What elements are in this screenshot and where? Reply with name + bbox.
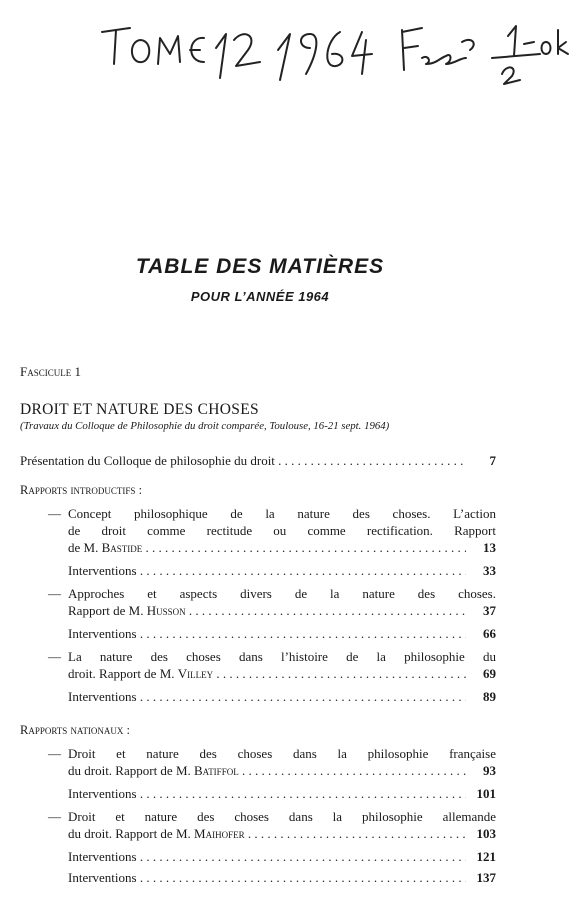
page-number: 103 bbox=[476, 826, 496, 841]
page-number: 13 bbox=[483, 540, 496, 555]
entry-line: de droit comme rectitude ou comme rectification. Rapport bbox=[68, 523, 496, 538]
author-name: Husson bbox=[146, 603, 186, 618]
page-number: 89 bbox=[483, 689, 496, 704]
entry-last-line: du droit. Rapport de M. Batiffol . . . 93 bbox=[68, 762, 496, 779]
page-number: 69 bbox=[483, 666, 496, 681]
toc-entry-bastide bbox=[48, 505, 496, 556]
entry-label: Présentation du Colloque de philosophie du droit . . . bbox=[20, 452, 466, 469]
toc-entry-villey bbox=[48, 648, 496, 682]
toc-entry-batiffol bbox=[48, 745, 496, 779]
author-name: Maihofer bbox=[194, 826, 245, 841]
entry-line: Concept philosophique de la nature des choses. L’action bbox=[68, 506, 496, 521]
author-name: Batiffol bbox=[194, 763, 239, 778]
fascicule-label: Fascicule 1 bbox=[20, 364, 81, 379]
page-subtitle: POUR L’ANNÉE 1964 bbox=[190, 289, 330, 304]
section-heading-introductifs: Rapports introductifs : bbox=[20, 483, 143, 497]
entry-dash: — bbox=[48, 649, 61, 664]
entry-line: Droit et nature des choses dans la philosophie allemande bbox=[68, 809, 496, 824]
table-of-contents bbox=[20, 364, 496, 886]
entry-last-line: Rapport de M. Husson . . . 37 bbox=[68, 602, 496, 619]
entry-last-line: du droit. Rapport de M. Maihofer . . . 103 bbox=[68, 825, 496, 842]
page-number: 137 bbox=[476, 870, 496, 885]
entry-last-line: droit. Rapport de M. Villey . . . 69 bbox=[68, 665, 496, 682]
author-name: Villey bbox=[177, 666, 214, 681]
entry-dash: — bbox=[48, 586, 61, 601]
entry-last-line: de M. Bastide . . . 13 bbox=[68, 539, 496, 556]
toc-entry-interventions: Interventions . . . 101 bbox=[68, 785, 496, 802]
page-number: 33 bbox=[483, 563, 496, 578]
toc-entry-interventions: Interventions . . . 66 bbox=[68, 625, 496, 642]
part-title: DROIT ET NATURE DES CHOSES bbox=[20, 401, 259, 418]
page-number: 7 bbox=[489, 453, 496, 468]
page-number: 93 bbox=[483, 763, 496, 778]
section-heading-nationaux: Rapports nationaux : bbox=[20, 723, 131, 737]
handwritten-annotation bbox=[100, 18, 570, 88]
author-name: Bastide bbox=[101, 540, 143, 555]
page-number: 66 bbox=[483, 626, 496, 641]
toc-entry-interventions: Interventions . . . 137 bbox=[68, 869, 496, 886]
part-subtitle: (Travaux du Colloque de Philosophie du droit comparée, Toulouse, 16-21 sept. 1964) bbox=[20, 420, 390, 432]
entry-dash: — bbox=[48, 746, 61, 761]
toc-entry-interventions: Interventions . . . 33 bbox=[68, 562, 496, 579]
toc-entry-husson bbox=[48, 585, 496, 619]
entry-dash: — bbox=[48, 506, 61, 521]
page-title: TABLE DES MATIÈRES bbox=[135, 255, 385, 278]
entry-line: Droit et nature des choses dans la philosophie française bbox=[68, 746, 496, 761]
page-number: 121 bbox=[476, 849, 496, 864]
toc-entry-interventions: Interventions . . . 121 bbox=[68, 848, 496, 865]
toc-entry-maihofer bbox=[48, 808, 496, 842]
page-number: 37 bbox=[483, 603, 496, 618]
toc-entry-interventions: Interventions . . . 89 bbox=[68, 688, 496, 705]
entry-line: La nature des choses dans l’histoire de la philosophie du bbox=[68, 649, 496, 664]
entry-dash: — bbox=[48, 809, 61, 824]
handwriting-drawing bbox=[100, 18, 570, 88]
page-number: 101 bbox=[476, 786, 496, 801]
toc-entry-presentation bbox=[20, 452, 496, 469]
entry-line: Approches et aspects divers de la nature des choses. bbox=[68, 586, 496, 601]
